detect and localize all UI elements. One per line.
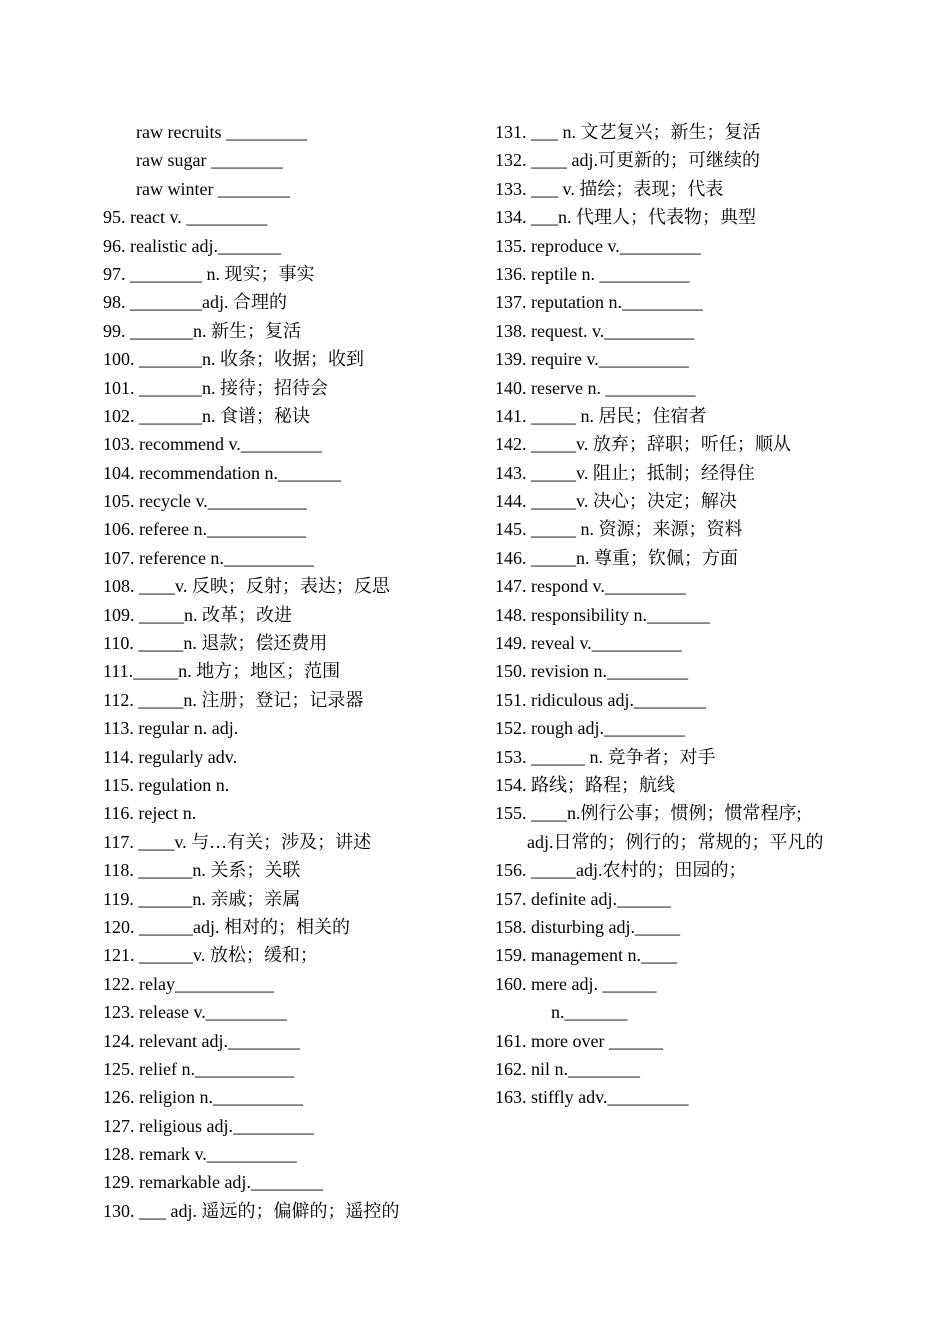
list-item: 138. request. v.__________ [495,320,695,341]
list-item: 121. ______v. 放松；缓和； [103,945,318,966]
list-item: 116. reject n. [103,803,197,824]
list-item: 108. ____v. 反映；反射；表达；反思 [103,576,390,597]
list-item: adj.日常的；例行的；常规的；平凡的 [527,831,824,852]
list-item: 97. ________ n. 现实；事实 [103,263,315,284]
list-item: n._______ [551,1002,628,1023]
list-item: 104. recommendation n._______ [103,462,341,483]
list-item: 141. _____ n. 居民；住宿者 [495,405,707,426]
list-item: 134. ___n. 代理人；代表物；典型 [495,207,756,228]
list-item: 113. regular n. adj. [103,718,239,739]
list-item: 115. regulation n. [103,774,230,795]
list-item: 99. _______n. 新生；复活 [103,320,301,341]
list-item: 139. require v.__________ [495,349,689,370]
list-item: 136. reptile n. __________ [495,263,690,284]
list-item: raw winter ________ [136,178,290,199]
list-item: 151. ridiculous adj.________ [495,689,706,710]
list-item: 158. disturbing adj._____ [495,916,680,937]
list-item: 132. ____ adj.可更新的；可继续的 [495,150,760,171]
list-item: 122. relay___________ [103,973,274,994]
list-item: raw recruits _________ [136,122,307,142]
list-item: 118. ______n. 关系；关联 [103,860,301,881]
left-column [103,118,483,1225]
list-item: 157. definite adj.______ [495,888,671,909]
list-item: 117. ____v. 与…有关；涉及；讲述 [103,831,372,852]
list-item: 102. _______n. 食谱；秘诀 [103,405,310,426]
list-item: 144. _____v. 决心；决定；解决 [495,491,737,512]
list-item: 148. responsibility n._______ [495,604,710,625]
list-item: 156. _____adj.农村的；田园的； [495,860,747,881]
list-item: 159. management n.____ [495,945,677,966]
list-item: 95. react v. _________ [103,207,268,228]
list-item: 153. ______ n. 竞争者；对手 [495,746,716,767]
list-item: 149. reveal v.__________ [495,633,682,654]
list-item: 120. ______adj. 相对的；相关的 [103,916,350,937]
list-item: 103. recommend v._________ [103,434,322,455]
list-item: 160. mere adj. ______ [495,973,657,994]
list-item: 137. reputation n._________ [495,292,703,313]
list-item: 147. respond v._________ [495,576,686,597]
list-item: 107. reference n.__________ [103,547,314,568]
list-item: 114. regularly adv. [103,746,238,767]
list-item: 163. stiffly adv._________ [495,1087,689,1108]
list-item: 143. _____v. 阻止；抵制；经得住 [495,462,755,483]
list-item: 105. recycle v.___________ [103,491,307,512]
list-item: 124. relevant adj.________ [103,1030,300,1051]
list-item: 112. _____n. 注册；登记；记录器 [103,689,364,710]
list-item: 152. rough adj._________ [495,718,685,739]
list-item: 128. remark v.__________ [103,1144,297,1165]
list-item: 145. _____ n. 资源；来源；资料 [495,519,743,540]
list-item: 127. religious adj._________ [103,1115,314,1136]
right-column [495,118,915,1112]
list-item: 111._____n. 地方；地区；范围 [103,661,341,682]
list-item: 155. ____n.例行公事；惯例；惯常程序; [495,803,802,824]
list-item: 162. nil n.________ [495,1058,641,1079]
list-item: 161. more over ______ [495,1030,663,1051]
list-item: 131. ___ n. 文艺复兴；新生；复活 [495,122,761,142]
list-item: 123. release v._________ [103,1002,287,1023]
list-item: 96. realistic adj._______ [103,235,281,256]
list-item: 135. reproduce v._________ [495,235,701,256]
list-item: 106. referee n.___________ [103,519,306,540]
list-item: 98. ________adj. 合理的 [103,292,287,313]
list-item: 119. ______n. 亲戚；亲属 [103,888,301,909]
list-item: 130. ___ adj. 遥远的；偏僻的；遥控的 [103,1200,400,1221]
list-item: 133. ___ v. 描绘；表现；代表 [495,178,724,199]
list-item: 142. _____v. 放弃；辞职；听任；顺从 [495,434,791,455]
list-item: 146. _____n. 尊重；钦佩；方面 [495,547,738,568]
list-item: raw sugar ________ [136,150,283,171]
list-item: 100. _______n. 收条；收据；收到 [103,349,364,370]
list-item: 125. relief n.___________ [103,1058,294,1079]
list-item: 129. remarkable adj.________ [103,1172,323,1193]
list-item: 110. _____n. 退款；偿还费用 [103,633,328,654]
list-item: 150. revision n._________ [495,661,688,682]
list-item: 101. _______n. 接待；招待会 [103,377,328,398]
list-item: 154. 路线；路程；航线 [495,774,675,795]
list-item: 140. reserve n. __________ [495,377,696,398]
list-item: 126. religion n.__________ [103,1087,303,1108]
list-item: 109. _____n. 改革；改进 [103,604,292,625]
